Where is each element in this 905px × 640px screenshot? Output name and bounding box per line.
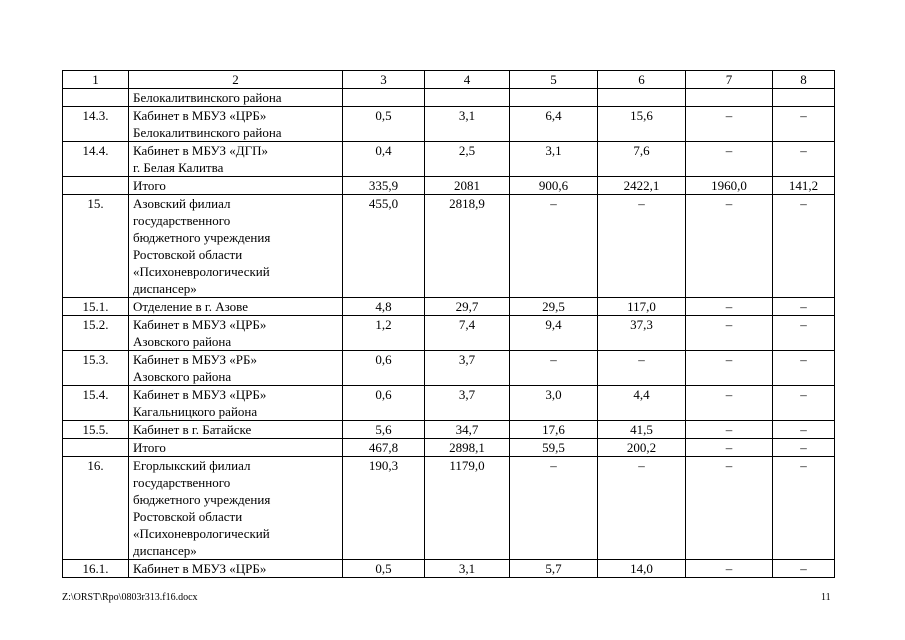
value-cell: – [686,142,773,177]
row-name-cell: Кабинет в МБУЗ «РБ» Азовского района [129,351,343,386]
row-name-cell: Итого [129,177,343,195]
footer-file-path: Z:\ORST\Rpo\0803r313.f16.docx [62,592,198,603]
value-cell: 2422,1 [598,177,686,195]
row-number-cell: 15.3. [63,351,129,386]
value-cell: – [686,457,773,560]
table-row [63,457,835,560]
data-table [62,70,835,578]
value-cell: 2818,9 [425,195,510,298]
value-cell: 335,9 [343,177,425,195]
row-number-cell: 15.2. [63,316,129,351]
row-number-cell: 15.5. [63,421,129,439]
value-cell: 3,0 [510,386,598,421]
row-number-cell: 15. [63,195,129,298]
table-row [63,316,835,351]
value-cell: 0,5 [343,560,425,578]
table-row [63,142,835,177]
table-header-row [63,71,835,89]
value-cell: 141,2 [773,177,835,195]
value-cell: – [773,107,835,142]
value-cell: – [686,560,773,578]
row-number-cell: 15.4. [63,386,129,421]
value-cell: 9,4 [510,316,598,351]
value-cell: 455,0 [343,195,425,298]
value-cell: 2,5 [425,142,510,177]
value-cell: 3,1 [425,560,510,578]
column-header: 5 [510,71,598,89]
value-cell: 3,7 [425,386,510,421]
value-cell: – [686,195,773,298]
value-cell: 7,4 [425,316,510,351]
row-name-cell: Белокалитвинского района [129,89,343,107]
table-row [63,421,835,439]
row-name-cell: Кабинет в г. Батайске [129,421,343,439]
value-cell: 29,5 [510,298,598,316]
value-cell: 4,8 [343,298,425,316]
value-cell: – [773,351,835,386]
value-cell: 41,5 [598,421,686,439]
row-number-cell: 14.4. [63,142,129,177]
value-cell [773,89,835,107]
table-row [63,89,835,107]
value-cell [598,89,686,107]
value-cell: – [773,457,835,560]
column-header: 1 [63,71,129,89]
table-body [63,89,835,578]
value-cell: – [598,351,686,386]
value-cell: – [598,195,686,298]
value-cell: – [773,560,835,578]
value-cell [686,89,773,107]
value-cell: 3,1 [510,142,598,177]
table-row [63,386,835,421]
value-cell: 1,2 [343,316,425,351]
value-cell [425,89,510,107]
value-cell: 1960,0 [686,177,773,195]
value-cell: 37,3 [598,316,686,351]
value-cell: 900,6 [510,177,598,195]
table-row [63,177,835,195]
value-cell: 0,6 [343,351,425,386]
row-number-cell: 15.1. [63,298,129,316]
value-cell: – [686,351,773,386]
value-cell [510,89,598,107]
value-cell: 14,0 [598,560,686,578]
value-cell [343,89,425,107]
value-cell: 3,7 [425,351,510,386]
value-cell: 117,0 [598,298,686,316]
value-cell: – [686,316,773,351]
row-name-cell: Егорлыкский филиал государственного бюджетного учреждения Ростовской области «Психоневрологический диспансер» [129,457,343,560]
row-name-cell: Кабинет в МБУЗ «ЦРБ» Белокалитвинского района [129,107,343,142]
value-cell: – [773,316,835,351]
row-number-cell: 16. [63,457,129,560]
row-number-cell: 16.1. [63,560,129,578]
table-row [63,195,835,298]
column-header: 3 [343,71,425,89]
value-cell: 0,5 [343,107,425,142]
row-name-cell: Итого [129,439,343,457]
table-row [63,560,835,578]
table-row [63,298,835,316]
row-name-cell: Кабинет в МБУЗ «ДГП» г. Белая Калитва [129,142,343,177]
value-cell: 1179,0 [425,457,510,560]
value-cell: 17,6 [510,421,598,439]
column-header: 4 [425,71,510,89]
value-cell: – [773,439,835,457]
value-cell: 2898,1 [425,439,510,457]
value-cell: 29,7 [425,298,510,316]
column-header: 6 [598,71,686,89]
value-cell: – [686,386,773,421]
value-cell: 467,8 [343,439,425,457]
value-cell: 34,7 [425,421,510,439]
value-cell: – [510,351,598,386]
row-number-cell [63,439,129,457]
value-cell: – [773,142,835,177]
row-name-cell: Кабинет в МБУЗ «ЦРБ» Кагальницкого района [129,386,343,421]
value-cell: – [598,457,686,560]
value-cell: 6,4 [510,107,598,142]
column-header: 8 [773,71,835,89]
column-header: 7 [686,71,773,89]
value-cell: 0,6 [343,386,425,421]
table-row [63,107,835,142]
row-name-cell: Кабинет в МБУЗ «ЦРБ» Азовского района [129,316,343,351]
value-cell: – [773,298,835,316]
value-cell: 4,4 [598,386,686,421]
value-cell: – [773,195,835,298]
column-header: 2 [129,71,343,89]
value-cell: – [686,439,773,457]
value-cell: 15,6 [598,107,686,142]
value-cell: 0,4 [343,142,425,177]
row-name-cell: Азовский филиал государственного бюджетного учреждения Ростовской области «Психоневрологический диспансер» [129,195,343,298]
value-cell: – [510,457,598,560]
page-number: 11 [821,592,831,603]
value-cell: 3,1 [425,107,510,142]
table-row [63,439,835,457]
row-name-cell: Отделение в г. Азове [129,298,343,316]
value-cell: – [686,421,773,439]
value-cell: – [686,107,773,142]
value-cell: 59,5 [510,439,598,457]
table-row [63,351,835,386]
value-cell: – [686,298,773,316]
value-cell: – [773,421,835,439]
value-cell: 7,6 [598,142,686,177]
value-cell: 5,6 [343,421,425,439]
value-cell: 5,7 [510,560,598,578]
value-cell: 2081 [425,177,510,195]
row-name-cell: Кабинет в МБУЗ «ЦРБ» [129,560,343,578]
row-number-cell [63,177,129,195]
row-number-cell: 14.3. [63,107,129,142]
value-cell: – [773,386,835,421]
row-number-cell [63,89,129,107]
value-cell: 200,2 [598,439,686,457]
value-cell: 190,3 [343,457,425,560]
value-cell: – [510,195,598,298]
